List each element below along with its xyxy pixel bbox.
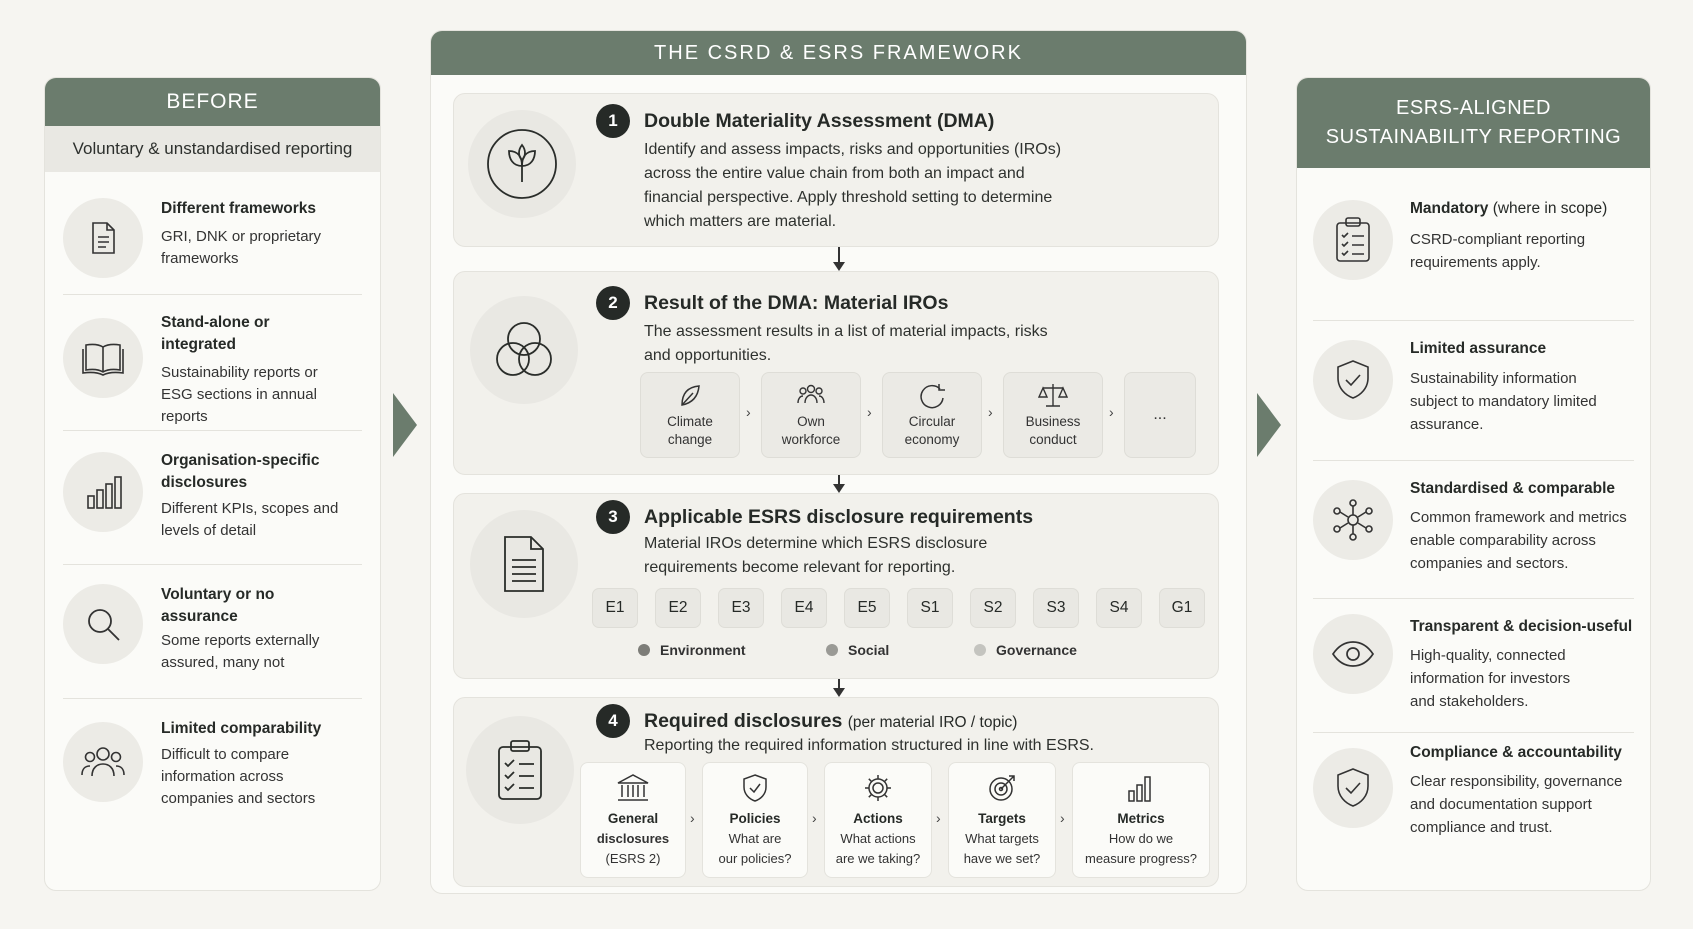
after-item: Compliance & accountability Clear responsibility, governance and documentation support compliance and trust. [1313, 732, 1634, 872]
before-title: BEFORE [45, 78, 380, 126]
chevron-right-icon: › [936, 810, 941, 826]
network-icon [1313, 480, 1393, 560]
after-item: Standardised & comparable Common framework and metrics enable comparability across companies and sectors. [1313, 460, 1634, 599]
chevron-right-icon: › [988, 404, 993, 420]
checklist-icon [466, 716, 574, 824]
step-4: 4 Required disclosures (per material IRO / topic) Reporting the required information structured in line with ESRS. General disclosures (ESRS 2) › Policies What are our policies? › Actions What actions are we taking? › Targets What targets have we set? › Metrics How do we measure progress? [453, 697, 1219, 887]
book-icon [63, 318, 143, 398]
step-1-title: Double Materiality Assessment (DMA) [644, 110, 995, 132]
step-4-desc: Reporting the required information structured in line with ESRS. [644, 737, 1094, 754]
overlap-circles-icon [470, 296, 578, 404]
disclosure-card: General disclosures (ESRS 2) [580, 762, 686, 878]
step-1-desc: Identify and assess impacts, risks and opportunities (IROs) across the entire value chain from both an impact and financial perspective. Apply threshold setting to determine which matters are material. [644, 141, 1062, 230]
scales-icon [1038, 381, 1068, 409]
legend-environment: Environment [638, 642, 746, 658]
topic-chip: Circular economy [882, 372, 982, 458]
flow-arrow-down [838, 247, 840, 269]
flow-arrow-right [1257, 393, 1281, 457]
step-2: 2 Result of the DMA: Material IROs The assessment results in a list of material impacts, risks and opportunities. Climate change › Own workforce › Circular economy › Business conduct › ... [453, 271, 1219, 475]
bank-icon [616, 773, 650, 803]
after-item: Transparent & decision-useful High-quality, connected information for investors and stakeholders. [1313, 598, 1634, 733]
step-2-desc: The assessment results in a list of material impacts, risks and opportunities. [644, 323, 1048, 364]
metrics-icon [1126, 773, 1156, 803]
legend-governance: Governance [974, 642, 1077, 658]
legend-social: Social [826, 642, 889, 658]
leaf-icon [676, 381, 704, 409]
people-icon [63, 722, 143, 802]
disclosure-card: Actions What actions are we taking? [824, 762, 932, 878]
before-item: Stand-alone or integrated Sustainability reports or ESG sections in annual reports [63, 294, 362, 431]
clipboard-icon [1313, 200, 1393, 280]
esrs-code-chip: E4 [781, 588, 827, 628]
eye-icon [1313, 614, 1393, 694]
chevron-right-icon: › [690, 810, 695, 826]
document-icon [63, 198, 143, 278]
esrs-code-chip: G1 [1159, 588, 1205, 628]
circular-icon [918, 381, 946, 409]
chevron-right-icon: › [1109, 404, 1114, 420]
after-item: Mandatory (where in scope) CSRD-compliant reporting requirements apply. [1313, 188, 1634, 321]
step-3-desc: Material IROs determine which ESRS disclosure requirements become relevant for reporting. [644, 535, 988, 576]
before-item: Voluntary or no assurance Some reports externally assured, many not [63, 564, 362, 699]
step-2-title: Result of the DMA: Material IROs [644, 292, 949, 314]
before-panel [44, 77, 381, 891]
topic-chip: Business conduct [1003, 372, 1103, 458]
shield-check-icon [1313, 748, 1393, 828]
flow-arrow-down [838, 679, 840, 695]
flow-arrow-down [838, 475, 840, 491]
before-item: Different frameworks GRI, DNK or proprietary frameworks [63, 186, 362, 295]
step-1: 1 Double Materiality Assessment (DMA) Identify and assess impacts, risks and opportunities (IROs) across the entire value chain from both an impact and financial perspective. Apply threshold setting to determine which matters are material. [453, 93, 1219, 247]
cog-icon [863, 773, 893, 803]
framework-panel [430, 30, 1247, 894]
esrs-code-chip: S3 [1033, 588, 1079, 628]
esrs-code-chip: E1 [592, 588, 638, 628]
more-topics-chip: ... [1124, 372, 1196, 458]
shield-check-icon [740, 773, 770, 803]
workforce-icon [796, 381, 826, 409]
after-title: ESRS-ALIGNED SUSTAINABILITY REPORTING [1297, 78, 1650, 168]
step-3: 3 Applicable ESRS disclosure requirements Material IROs determine which ESRS disclosure requirements become relevant for reporting. E1 E2 E3 E4 E5 S1 S2 S3 S4 G1 Environment Social Governance [453, 493, 1219, 679]
document-lines-icon [470, 510, 578, 618]
chevron-right-icon: › [746, 404, 751, 420]
esrs-code-chip: E5 [844, 588, 890, 628]
esrs-code-chip: S4 [1096, 588, 1142, 628]
before-subtitle: Voluntary & unstandardised reporting [45, 126, 380, 172]
shield-icon [1313, 340, 1393, 420]
esrs-code-chip: E2 [655, 588, 701, 628]
before-item: Limited comparability Difficult to compare information across companies and sectors [63, 698, 362, 848]
legend-dot [826, 644, 838, 656]
framework-title: THE CSRD & ESRS FRAMEWORK [431, 31, 1246, 75]
after-panel [1296, 77, 1651, 891]
flow-arrow-right [393, 393, 417, 457]
disclosure-card: Policies What are our policies? [702, 762, 808, 878]
before-item: Organisation-specific disclosures Different KPIs, scopes and levels of detail [63, 430, 362, 565]
step-4-title: Required disclosures (per material IRO / topic) [644, 710, 1018, 732]
topic-chip: Climate change [640, 372, 740, 458]
step-3-title: Applicable ESRS disclosure requirements [644, 506, 1034, 528]
esrs-code-chip: E3 [718, 588, 764, 628]
esrs-code-chip: S1 [907, 588, 953, 628]
disclosure-card: Targets What targets have we set? [948, 762, 1056, 878]
bar-chart-icon [63, 452, 143, 532]
chevron-right-icon: › [867, 404, 872, 420]
target-icon [987, 773, 1017, 803]
chevron-right-icon: › [1060, 810, 1065, 826]
esrs-code-chip: S2 [970, 588, 1016, 628]
legend-dot [974, 644, 986, 656]
legend-dot [638, 644, 650, 656]
magnifier-icon [63, 584, 143, 664]
after-item: Limited assurance Sustainability information subject to mandatory limited assurance. [1313, 320, 1634, 461]
topic-chip: Own workforce [761, 372, 861, 458]
chevron-right-icon: › [812, 810, 817, 826]
plant-cycle-icon [468, 110, 576, 218]
disclosure-card: Metrics How do we measure progress? [1072, 762, 1210, 878]
